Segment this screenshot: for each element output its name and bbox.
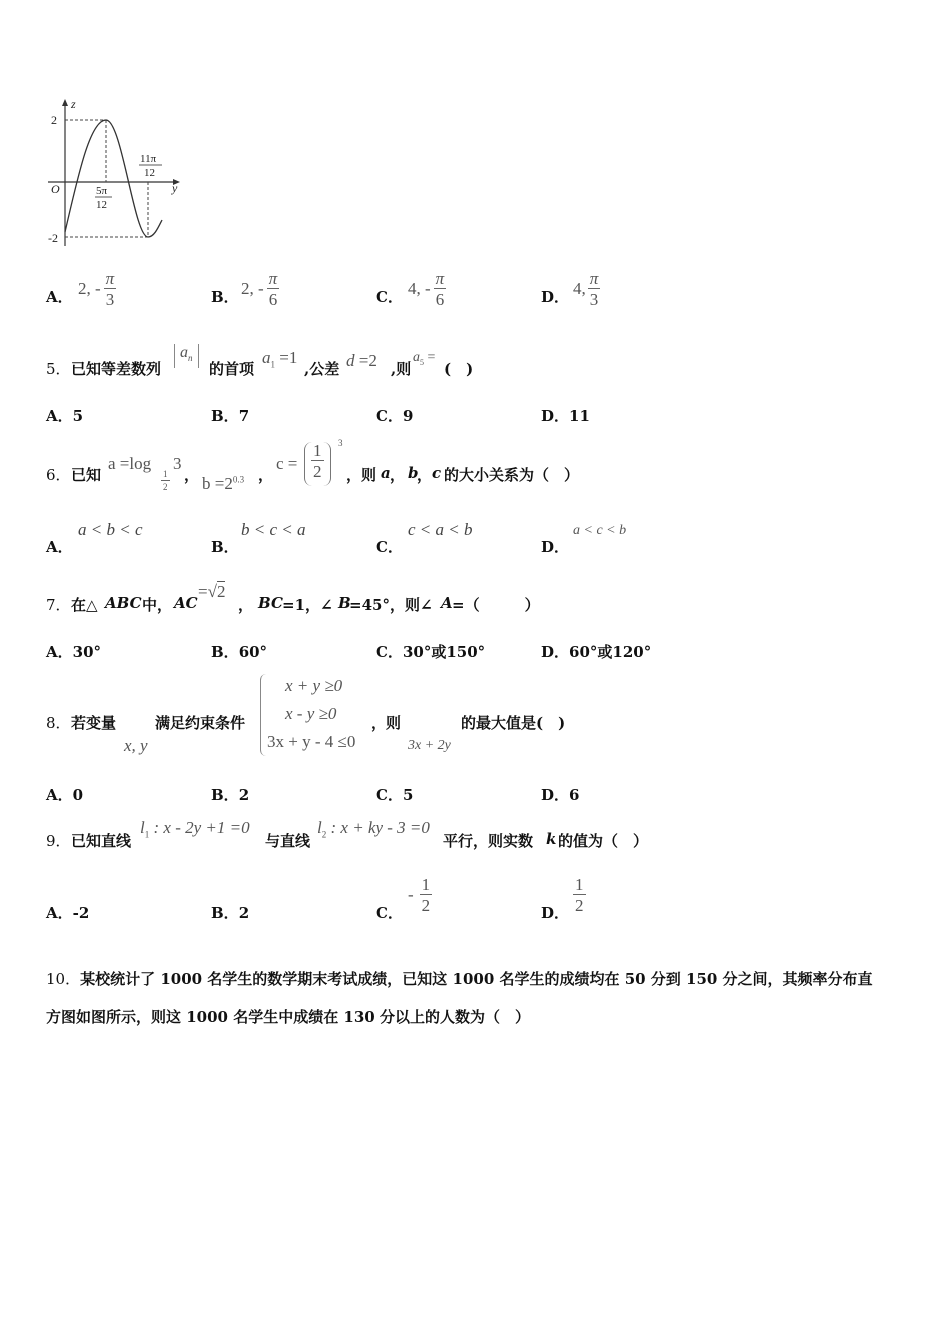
q6-a-arg: 3: [173, 454, 182, 473]
q7-sqrt: =√2: [198, 582, 226, 601]
q7-text-5: =45°，则∠: [349, 596, 433, 614]
q6-var-a: a: [381, 464, 391, 482]
q5-text-5: ( ): [444, 360, 474, 378]
q6-a-expr: a =log: [108, 454, 152, 473]
q9-text-1: 已知直线: [71, 832, 132, 850]
question-7: [46, 578, 926, 612]
q8-option-b[interactable]: B．2: [211, 786, 250, 804]
question-8: [46, 672, 926, 762]
q7-text-4: =1，∠: [282, 596, 333, 614]
q9-l2: $l_2$ : x + ky - 3 =0: [317, 818, 430, 840]
q6-option-b[interactable]: B． b < c < a: [211, 520, 306, 556]
q4-option-b[interactable]: [211, 262, 278, 309]
option-value: 2, - $\frac{\pi}{3}$: [78, 269, 115, 309]
option-value: a < c < b: [573, 523, 627, 538]
question-number: 5．: [46, 360, 71, 378]
tick-bottom-label: -2: [48, 231, 58, 245]
q7-text-1: 在△: [71, 596, 98, 614]
q5-text-3: ,公差: [304, 360, 340, 378]
option-value: c < a < b: [408, 520, 473, 539]
q7-option-c[interactable]: C．30°或150°: [376, 643, 486, 661]
q9-k: k: [546, 830, 557, 848]
question-number: 9．: [46, 832, 71, 850]
option-value: a < b < c: [78, 520, 143, 539]
q5-a5: $a_5$ =: [413, 350, 436, 367]
q6-a-base: $\frac{1}{2}$: [163, 469, 168, 492]
option-letter: C．: [376, 288, 403, 306]
q6-option-d[interactable]: D． a < c < b: [541, 523, 627, 556]
q5-text-1: 已知等差数列: [71, 360, 162, 378]
q6-text-3: 的大小关系为（ ）: [444, 466, 580, 484]
q7-option-b[interactable]: B．60°: [211, 643, 268, 661]
q6-comma-1: ，: [390, 466, 406, 484]
x1-den: 12: [96, 199, 107, 211]
q6-sep-1: ，: [184, 466, 200, 484]
q8-option-a[interactable]: A．0: [46, 786, 84, 804]
q10-line-1: 10．某校统计了 1000 名学生的数学期末考试成绩，已知这 1000 名学生的成绩均在 50 分到 150 分之间，其频率分布直: [46, 970, 873, 988]
q6-text-2: ，则: [346, 466, 377, 484]
sine-graph: [40, 96, 190, 248]
question-10: [46, 960, 926, 1036]
q7-abc: ABC: [105, 594, 142, 612]
option-value: 4, - $\frac{\pi}{6}$: [408, 269, 445, 309]
q6-c-expr: c =: [276, 454, 298, 473]
q7-b: B: [338, 594, 351, 612]
q5-option-d[interactable]: D．11: [541, 407, 590, 425]
q9-text-2: 与直线: [265, 832, 311, 850]
q5-option-b[interactable]: B．7: [211, 407, 250, 425]
x2-den: 12: [144, 167, 155, 179]
q8-option-d[interactable]: D．6: [541, 786, 580, 804]
q9-text-3: 平行，则实数: [443, 832, 534, 850]
q6-var-c: c: [432, 464, 442, 482]
q6-comma-2: ，: [417, 466, 433, 484]
q6-sep-2: ，: [258, 466, 274, 484]
x2-num: 11π: [140, 153, 157, 165]
q9-l1: $l_1$ : x - 2y +1 =0: [140, 818, 250, 840]
y-label: y: [172, 181, 178, 195]
question-number: 6．: [46, 466, 71, 484]
q8-text-1: 若变量: [71, 714, 117, 732]
q7-bc: BC: [258, 594, 283, 612]
option-value: b < c < a: [241, 520, 306, 539]
q6-text-1: 已知: [71, 466, 102, 484]
option-value: 2, - $\frac{\pi}{6}$: [241, 269, 278, 309]
q7-a: A: [441, 594, 453, 612]
question-5: [46, 344, 926, 384]
q7-text-2: 中，: [142, 596, 173, 614]
q6-c-paren: $\frac{1}{2}$: [304, 442, 331, 486]
x1-num: 5π: [96, 185, 108, 197]
option-value: 4, $\frac{\pi}{3}$: [573, 269, 599, 309]
question-number: 8．: [46, 714, 71, 732]
q7-ac: AC: [174, 594, 198, 612]
q5-d: d =2: [346, 351, 377, 370]
q9-option-b[interactable]: B．2: [211, 904, 250, 922]
option-letter: B．: [211, 288, 239, 306]
tick-top-label: 2: [51, 113, 57, 127]
q5-option-a[interactable]: A．5: [46, 407, 84, 425]
q5-text-2: 的首项: [209, 360, 255, 378]
q5-option-c[interactable]: C．9: [376, 407, 414, 425]
z-axis-arrow: [62, 99, 68, 106]
constraint-3: 3x + y - 4 ≤0: [267, 732, 356, 751]
q6-c-exp: 3: [338, 438, 343, 448]
q8-text-3: ，则: [371, 714, 402, 732]
q8-text-2: 满足约束条件: [155, 714, 246, 732]
q5-seq: $a_n$: [174, 344, 199, 368]
option-value: $\frac{1}{2}$: [575, 875, 584, 915]
q6-var-b: b: [408, 464, 419, 482]
z-label: z: [71, 97, 76, 111]
option-value: - $\frac{1}{2}$: [408, 875, 431, 915]
option-letter: A．: [46, 288, 73, 306]
question-number: 7．: [46, 596, 71, 614]
q5-a1: $a_1 =1$: [262, 348, 298, 370]
q4-option-a[interactable]: [46, 262, 115, 309]
q9-text-4: 的值为（ ）: [558, 832, 649, 850]
q7-option-d[interactable]: D．60°或120°: [541, 643, 652, 661]
q7-option-a[interactable]: A．30°: [46, 643, 102, 661]
question-6: [46, 438, 926, 498]
q5-text-4: ,则: [391, 360, 412, 378]
q4-option-c[interactable]: [376, 262, 445, 309]
q10-line-2: 方图如图所示，则这 1000 名学生中成绩在 130 分以上的人数为（ ）: [46, 1008, 530, 1026]
q4-option-d[interactable]: [541, 262, 599, 309]
q9-option-c[interactable]: C． - $\frac{1}{2}$: [376, 875, 431, 922]
q8-text-4: 的最大值是( ): [461, 714, 566, 732]
q9-option-d[interactable]: D． $\frac{1}{2}$: [541, 875, 584, 922]
question-9: [46, 816, 926, 852]
q8-vars: x, y: [124, 736, 148, 755]
q8-constraints: [260, 674, 356, 756]
q7-text-6: =（ ）: [452, 596, 540, 614]
question-number: 10．: [46, 970, 81, 988]
q6-option-c[interactable]: C． c < a < b: [376, 520, 473, 556]
constraint-2: x - y ≥0: [285, 704, 337, 723]
origin-label: O: [51, 182, 60, 196]
q6-option-a[interactable]: A． a < b < c: [46, 520, 143, 556]
constraint-1: x + y ≥0: [285, 676, 343, 695]
q8-objective: 3x + 2y: [408, 738, 451, 753]
q7-text-3: ，: [238, 596, 254, 614]
option-letter: D．: [541, 288, 570, 306]
q8-option-c[interactable]: C．5: [376, 786, 414, 804]
q9-option-a[interactable]: A．-2: [46, 904, 90, 922]
q6-b-expr: $b =2^{0.3}$: [202, 474, 245, 493]
